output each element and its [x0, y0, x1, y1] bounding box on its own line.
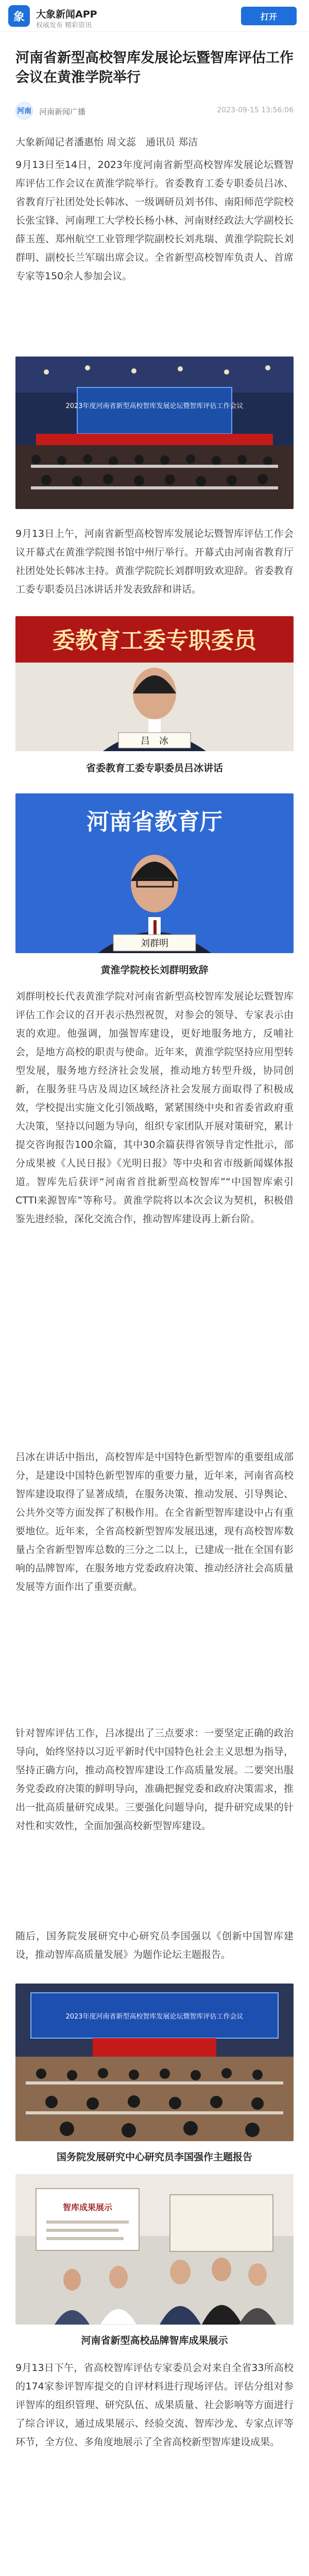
byline: 大象新闻记者潘惠怡 周文蕊 通讯员 郑洁	[15, 137, 198, 148]
banner-text-2: 河南省教育厅	[87, 809, 222, 835]
paragraph-3: 刘群明校长代表黄淮学院对河南省新型高校智库发展论坛暨智库评估工作会议的召开表示热烈祝贺，对参会的领导、专家表示由衷的欢迎。他强调，加强智库建设，更好地服务地方，反哺社会，是地方高校的职责与使命。近年来，黄淮学院坚持应用型转型发展，服务地方经济社会发展，推动地方转型升级，协同创新，在服务驻马店及周边区域经济社会发展方面取得了积极成效，学校提出实施文化引领战略，紧紧围绕中央和省委省政府重大决策，坚持以问题为导向，组织专家团队开展对策研究，累计提交咨询报告100余篇，其中30余篇获得省领导肯定性批示，部分成果被《人民日报》《光明日报》等中央和省市级新闻媒体报道。智库先后获评“河南省首批新型高校智库”“中国智库索引CTTI来源智库”等称号。黄淮学院将以本次会议为契机，积极借鉴先进经验，深化交流合作，推动智库建设再上新台阶。	[15, 991, 294, 1225]
app-name: 大象新闻APP	[36, 9, 97, 20]
slide-heading-3: 2023年度河南省新型高校智库发展论坛暨智库评估工作会议	[65, 2013, 244, 2021]
paragraph-1: 9月13日至14日，2023年度河南省新型高校智库发展论坛暨智库评估工作会议在黄淮学院举行。省委教育工委专职委员吕冰、省教育厅社团处处长韩冰、一级调研员刘书伟、南阳师范学院校长张宝锋、河南理工大学校长杨小林、河南财经政法大学副校长薛玉莲、郑州航空工业管理学院副校长刘兆瑞、黄淮学院院长刘群明、副校长兰军瑞出席会议。全省新型高校智库负责人、首席专家等150余人参加会议。	[15, 159, 294, 282]
caption-2: 黄淮学院校长刘群明致辞	[100, 964, 209, 976]
nameplate-2: 刘群明	[141, 938, 168, 949]
paragraph-6: 随后，国务院发展研究中心研究员李国强以《创新中国智库建设，推动智库高质量发展》为题作论坛主题报告。	[15, 1930, 294, 1960]
article-meta	[15, 101, 294, 122]
open-app-button[interactable]: 打开	[241, 7, 297, 25]
article-timestamp: 2023-09-15 13:56:06	[217, 106, 294, 114]
photo-speaker-lv-bing	[15, 616, 294, 751]
photo-president-liu	[15, 793, 294, 953]
board-text: 智库成果展示	[62, 2202, 113, 2212]
paragraph-4: 吕冰在讲话中指出，高校智库是中国特色新型智库的重要组成部分，是建设中国特色新型智库的重要力量，近年来，河南省高校智库建设取得了显著成绩，在服务决策、推动发展、引导舆论、公共外交等方面发挥了积极作用。在全省新型智库建设中占有重要地位。近年来，全省高校新型智库发展迅速，现有高校智库数量占全省新型智库总数的三分之二以上，已建成一批在全国有影响的品牌智库，在服务地方党委政府决策、推动经济社会高质量发展等方面作出了重要贡献。	[15, 1451, 294, 1592]
app-subtitle: 权威发布 精彩资讯	[36, 22, 92, 29]
caption-1: 省委教育工委专职委员吕冰讲话	[85, 762, 223, 774]
banner-text-1: 委教育工委专职委员	[53, 628, 256, 654]
paragraph-2: 9月13日上午，河南省新型高校智库发展论坛暨智库评估工作会议开幕式在黄淮学院图书馆中州厅举行。开幕式由河南省教育厅社团处处长韩冰主持。黄淮学院院长刘群明致欢迎辞。省委教育工委专职委员吕冰讲话并发表致辞和讲话。	[15, 528, 294, 595]
paragraph-7: 9月13日下午，省高校智库评估专家委员会对来自全省33所高校的174家参评智库提交的自评材料进行现场评估。评估分组对参评智库的组织管理、研究队伍、成果质量、社会影响等方面进行了综合评议，通过成果展示、经验交流、智库沙龙、专家点评等环节，全方位、多角度地展示了全省高校新型智库建设成果。	[15, 2362, 294, 2448]
caption-3: 国务院发展研究中心研究员李国强作主题报告	[56, 2151, 252, 2163]
app-download-banner[interactable]	[0, 0, 309, 32]
source-avatar[interactable]: 河南	[15, 102, 33, 120]
nameplate-1: 吕 冰	[141, 736, 168, 747]
paragraph-5: 针对智库评估工作，吕冰提出了三点要求：一要坚定正确的政治导向，始终坚持以习近平新时代中国特色社会主义思想为指导，坚持正确方向，推动高校智库建设工作高质量发展。二要突出服务党委政府决策的鲜明导向，准确把握党委和政府决策需求，推出一批高质量研究成果。三要强化问题导向，提升研究成果的针对性和实效性，全面加强高校新型智库建设。	[15, 1727, 294, 1832]
article-source[interactable]: 河南新闻广播	[39, 107, 86, 116]
article-title: 河南省新型高校智库发展论坛暨智库评估工作会议在黄淮学院举行	[15, 50, 294, 86]
photo-exhibition	[15, 2174, 294, 2325]
slide-heading: 2023年度河南省新型高校智库发展论坛暨智库评估工作会议	[65, 402, 244, 410]
photo-keynote-report	[15, 1984, 294, 2141]
photo-conference-hall	[15, 357, 294, 509]
caption-4: 河南省新型高校品牌智库成果展示	[81, 2335, 228, 2346]
app-logo-icon: 象	[8, 5, 30, 27]
